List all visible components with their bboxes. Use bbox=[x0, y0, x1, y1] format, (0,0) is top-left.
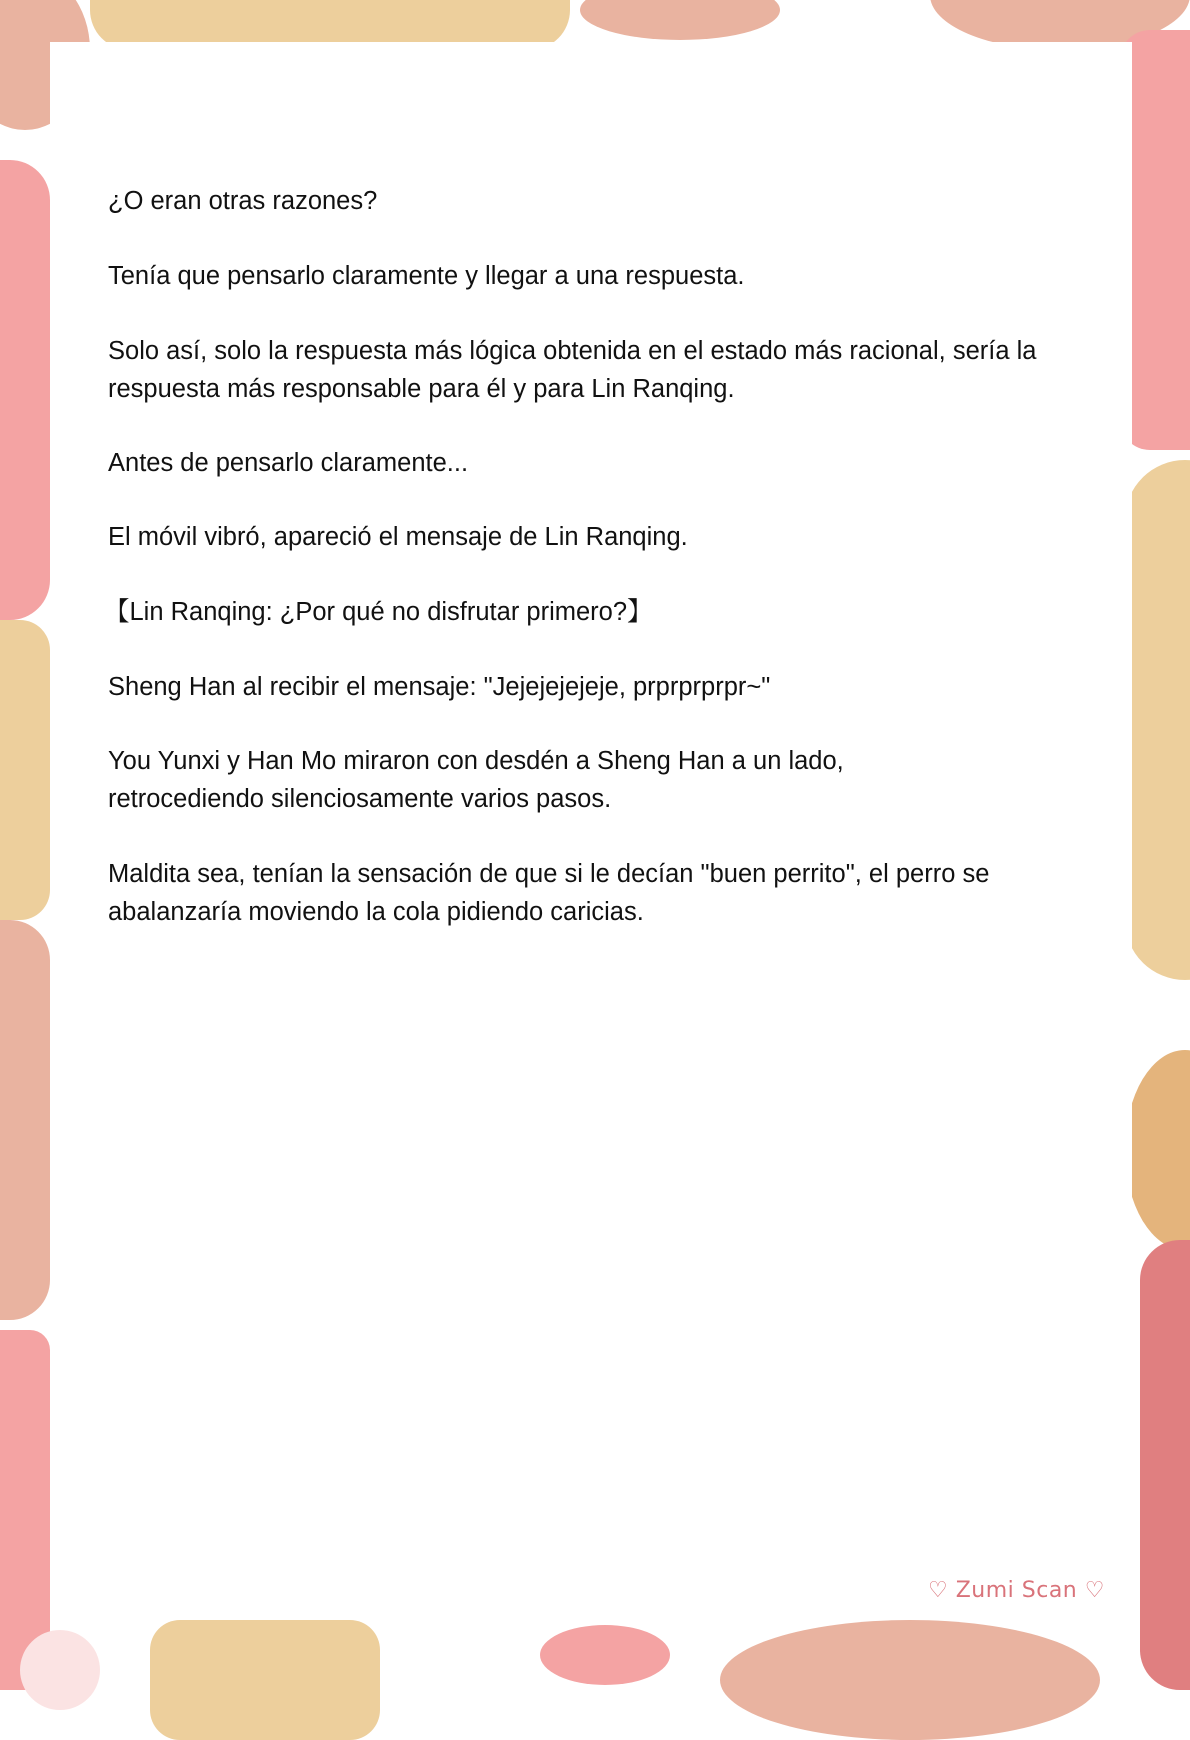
paragraph: Tenía que pensarlo claramente y llegar a una respuesta. bbox=[108, 262, 745, 290]
paragraph: Solo así, solo la respuesta más lógica obtenida en el estado más racional, sería la respuesta más responsable para él y para Lin Ranqing. bbox=[108, 337, 1037, 403]
paragraph: Sheng Han al recibir el mensaje: "Jejejejejeje, prprprprpr~" bbox=[108, 673, 771, 701]
paragraph: You Yunxi y Han Mo miraron con desdén a Sheng Han a un lado, retrocediendo silenciosamente varios pasos. bbox=[108, 747, 844, 813]
paragraph: Antes de pensarlo claramente... bbox=[108, 449, 469, 477]
paragraph: ¿O eran otras razones? bbox=[108, 187, 378, 215]
paragraph: 【Lin Ranqing: ¿Por qué no disfrutar primero?】 bbox=[104, 598, 653, 626]
paragraph: Maldita sea, tenían la sensación de que si le decían "buen perrito", el perro se abalanzaría moviendo la cola pidiendo caricias. bbox=[108, 860, 990, 926]
paragraph: El móvil vibró, apareció el mensaje de Lin Ranqing. bbox=[108, 523, 688, 551]
watermark: ♡ Zumi Scan ♡ bbox=[928, 1578, 1105, 1603]
